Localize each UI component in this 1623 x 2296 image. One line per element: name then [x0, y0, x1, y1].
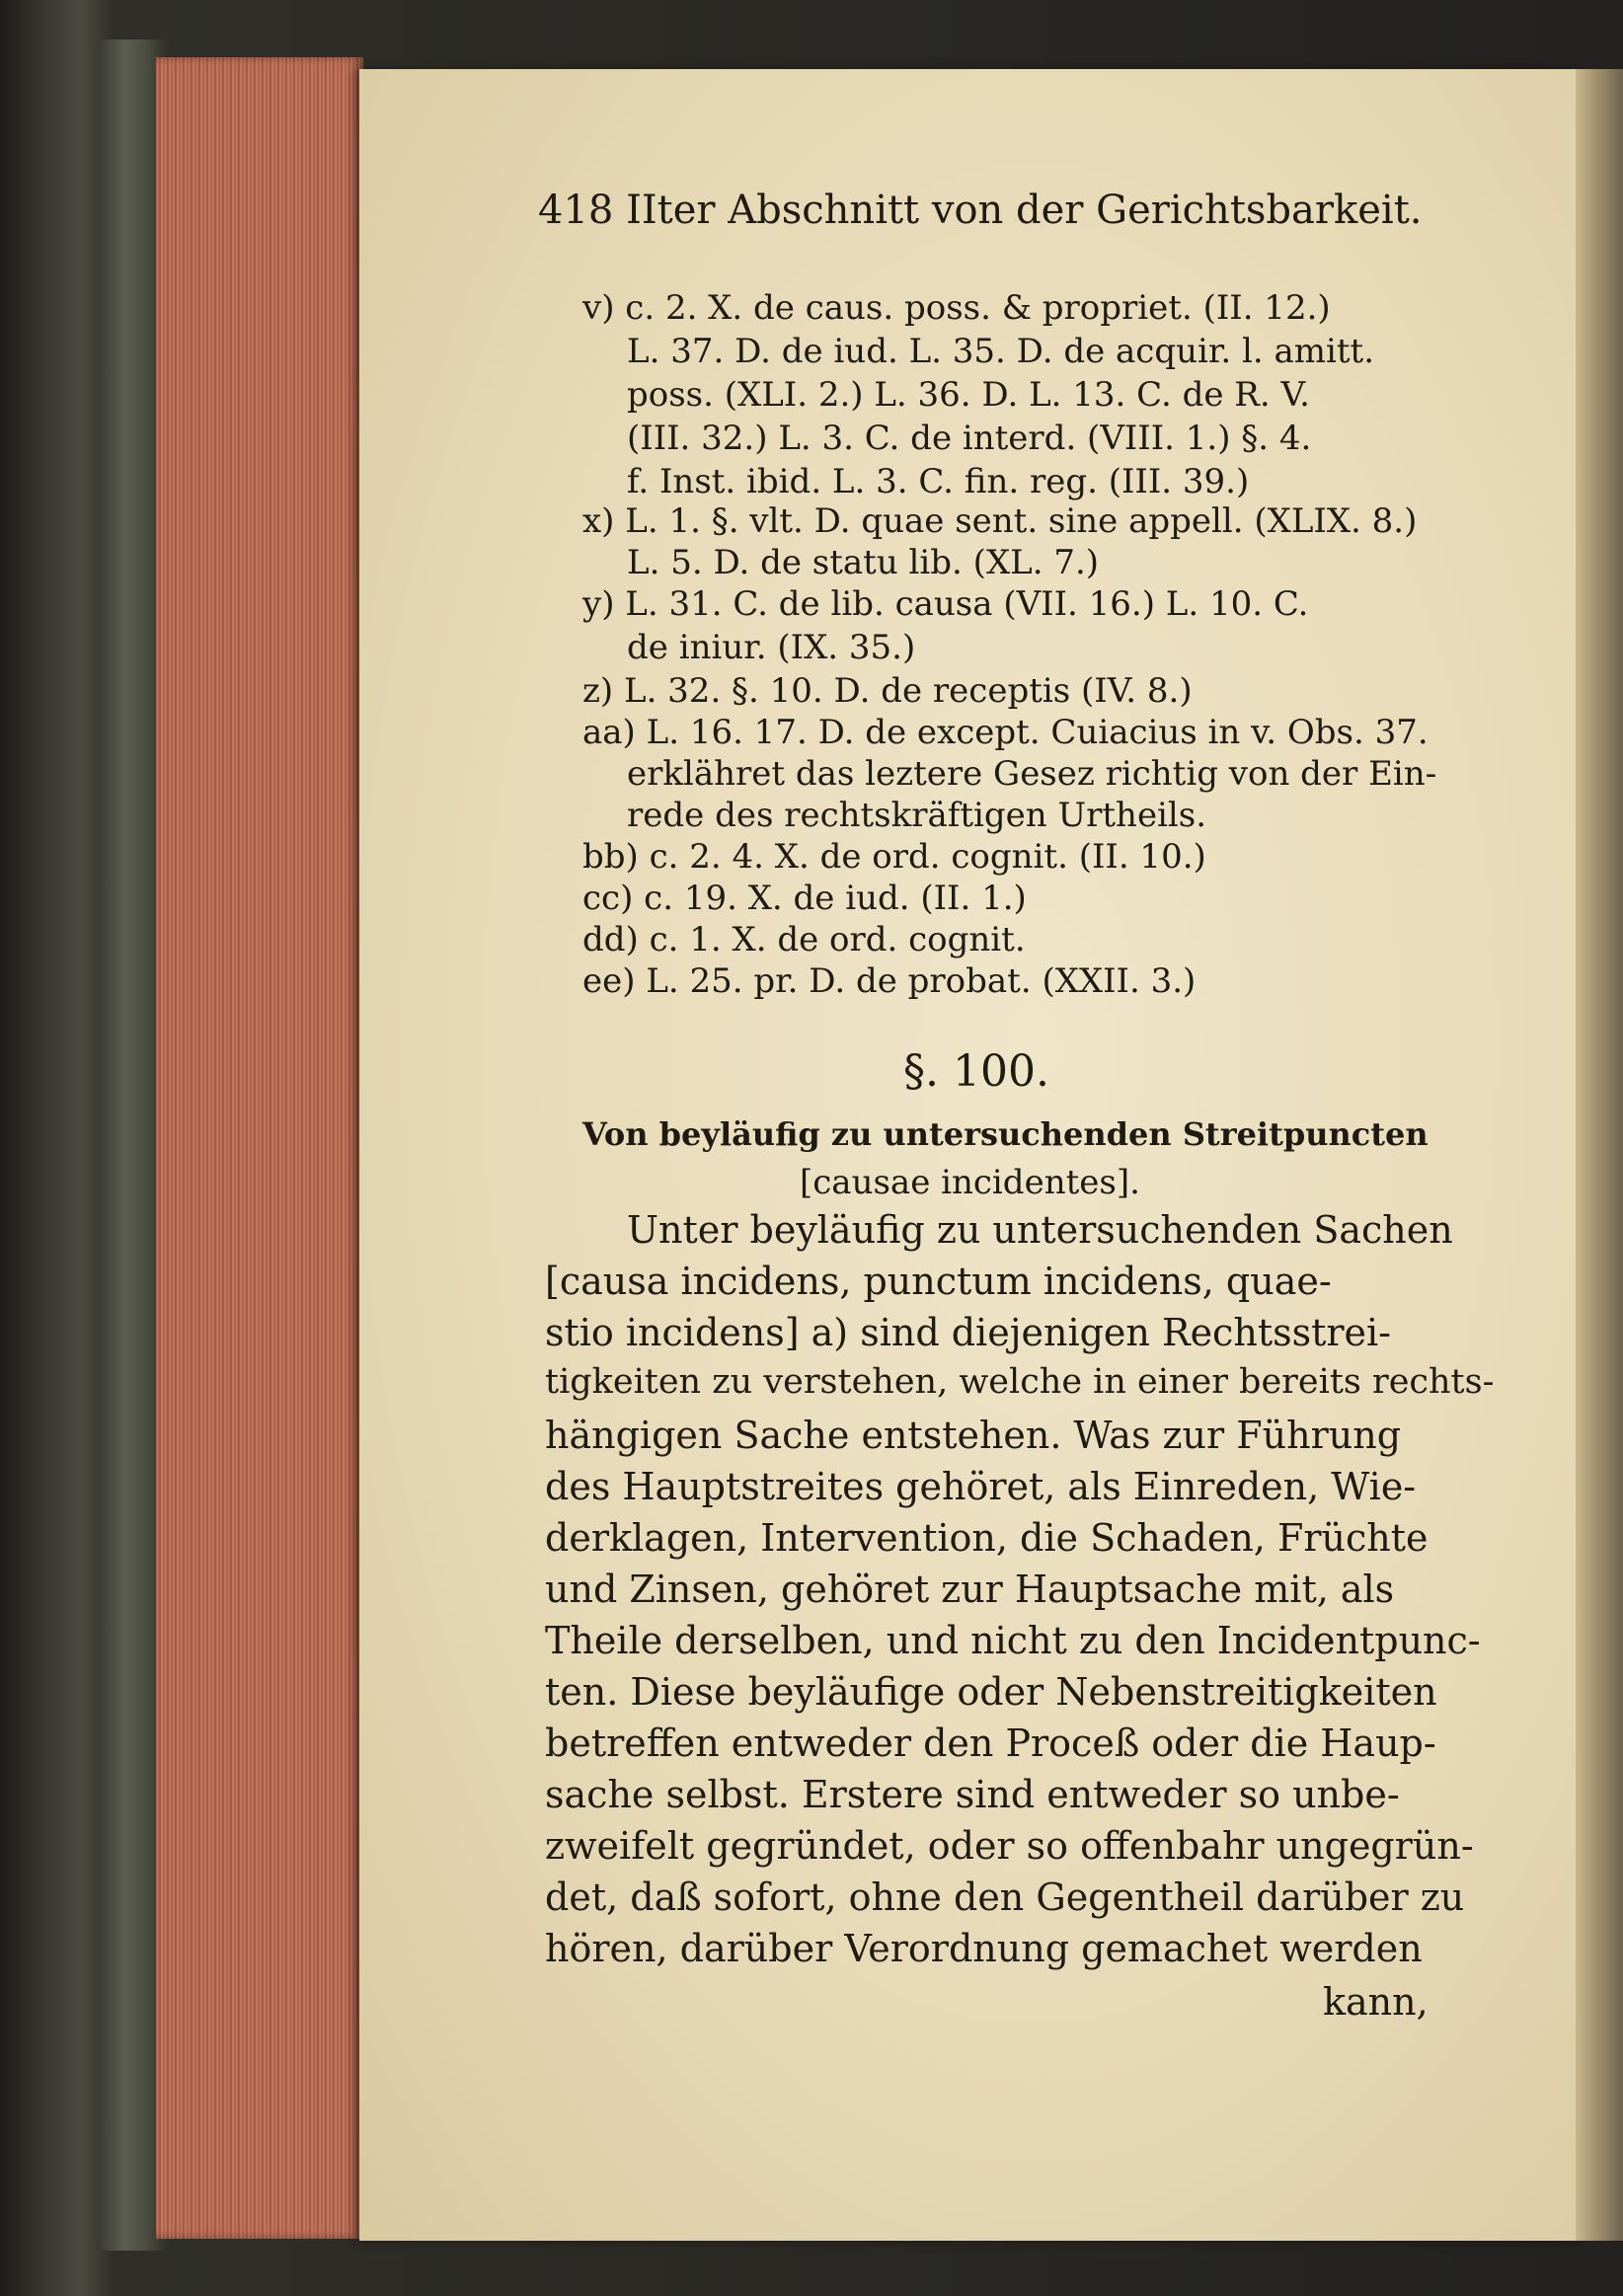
footnote-line: z) L. 32. §. 10. D. de receptis (IV. 8.) [582, 671, 1193, 711]
section-number: §. 100. [903, 1046, 1049, 1097]
body-line: zweifelt gegründet, oder so offenbahr ungegrün- [545, 1824, 1474, 1868]
body-line: derklagen, Intervention, die Schaden, Früchte [545, 1516, 1429, 1560]
footnote-line: L. 5. D. de statu lib. (XL. 7.) [627, 543, 1100, 582]
body-line: Theile derselben, und nicht zu den Incidentpunc- [545, 1619, 1481, 1662]
body-line: ten. Diese beyläufige oder Nebenstreitigkeiten [545, 1670, 1437, 1714]
body-line: stio incidens] a) sind diejenigen Rechtsstrei- [545, 1311, 1392, 1354]
footnote-line: dd) c. 1. X. de ord. cognit. [582, 920, 1026, 959]
body-line: des Hauptstreites gehöret, als Einreden, Wie- [545, 1465, 1417, 1508]
page-gutter [1576, 69, 1623, 2241]
footnote-line: ee) L. 25. pr. D. de probat. (XXII. 3.) [582, 961, 1197, 1001]
footnote-line: f. Inst. ibid. L. 3. C. fin. reg. (III. 39.) [627, 462, 1250, 501]
footnote-line: aa) L. 16. 17. D. de except. Cuiacius in v. Obs. 37. [582, 713, 1429, 752]
body-line: tigkeiten zu verstehen, welche in einer bereits rechts- [545, 1362, 1495, 1402]
footnote-line: cc) c. 19. X. de iud. (II. 1.) [582, 879, 1027, 918]
footnote-line: erklähret das leztere Gesez richtig von der Ein- [627, 754, 1437, 794]
footnote-line: y) L. 31. C. de lib. causa (VII. 16.) L. 10. C. [582, 584, 1309, 624]
body-line: [causa incidens, punctum incidens, quae- [545, 1260, 1332, 1303]
body-line: det, daß sofort, ohne den Gegentheil darüber zu [545, 1875, 1465, 1919]
footnote-line: de iniur. (IX. 35.) [627, 628, 916, 667]
section-subtitle: [causae incidentes]. [800, 1163, 1140, 1202]
footnote-line: poss. (XLI. 2.) L. 36. D. L. 13. C. de R. V. [627, 375, 1310, 415]
catchword: kann, [1323, 1980, 1429, 2024]
footnote-line: bb) c. 2. 4. X. de ord. cognit. (II. 10.) [582, 837, 1206, 877]
body-line: hängigen Sache entstehen. Was zur Führung [545, 1414, 1402, 1457]
footnote-line: (III. 32.) L. 3. C. de interd. (VIII. 1.) §. 4. [627, 419, 1312, 458]
footnote-line: v) c. 2. X. de caus. poss. & propriet. (II. 12.) [582, 288, 1331, 328]
footnote-line: rede des rechtskräftigen Urtheils. [627, 796, 1207, 835]
running-header: 418 IIter Abschnitt von der Gerichtsbarkeit. [538, 188, 1423, 233]
body-line: und Zinsen, gehöret zur Hauptsache mit, als [545, 1568, 1395, 1611]
footnote-line: x) L. 1. §. vlt. D. quae sent. sine appell. (XLIX. 8.) [582, 501, 1418, 541]
footnote-line: L. 37. D. de iud. L. 35. D. de acquir. l. amitt. [627, 332, 1374, 371]
body-line: sache selbst. Erstere sind entweder so unbe- [545, 1773, 1400, 1816]
page-edges [156, 57, 363, 2239]
body-line: betreffen entweder den Proceß oder die Haup- [545, 1722, 1436, 1765]
body-line: Unter beyläufig zu untersuchenden Sachen [627, 1208, 1453, 1252]
section-title: Von beyläufig zu untersuchenden Streitpuncten [582, 1115, 1429, 1153]
body-line: hören, darüber Verordnung gemachet werden [545, 1927, 1423, 1970]
